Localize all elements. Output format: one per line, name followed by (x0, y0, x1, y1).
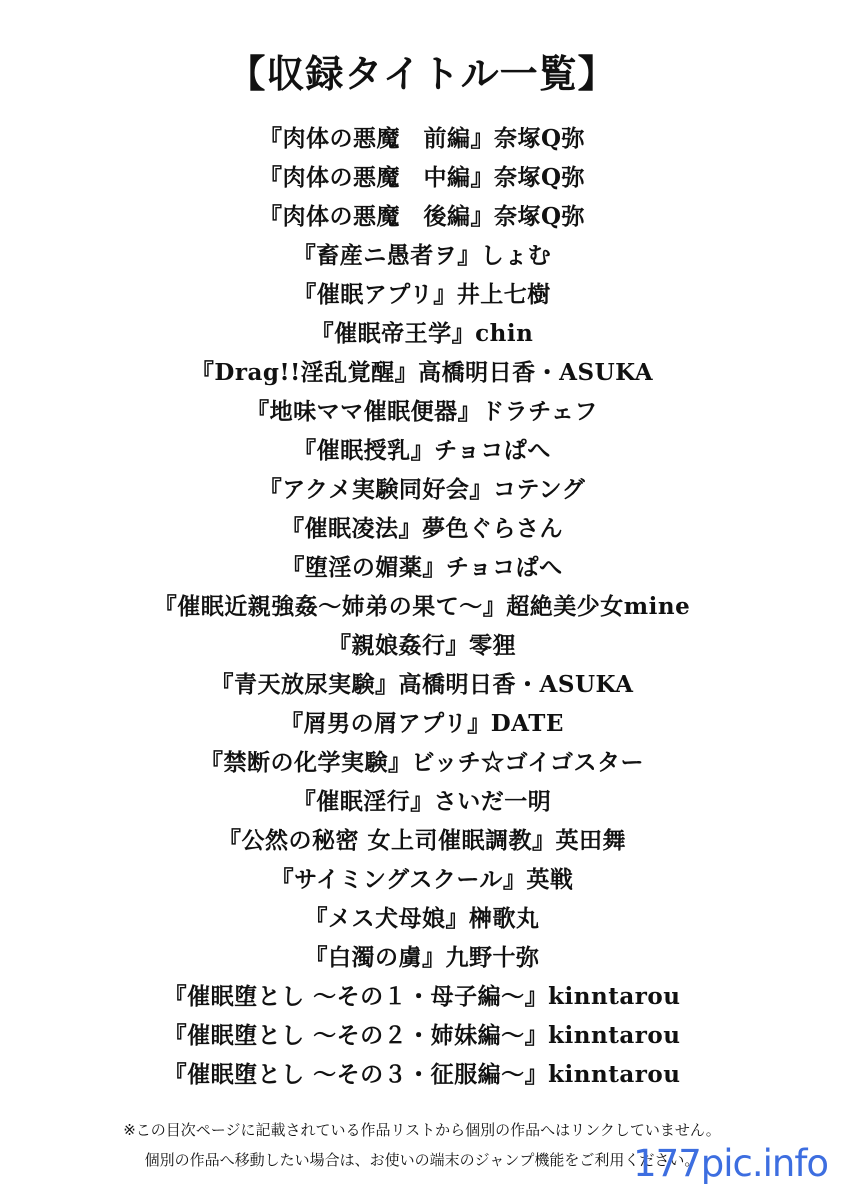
list-item: 『白濁の虜』九野十弥 (304, 944, 540, 971)
page-title: 【収録タイトル一覧】 (227, 51, 617, 96)
list-item: 『肉体の悪魔 前編』奈塚Q弥 (258, 125, 586, 152)
list-item: 『催眠帝王学』chin (310, 320, 534, 347)
list-item: 『肉体の悪魔 中編』奈塚Q弥 (258, 164, 586, 191)
list-item: 『Drag!!淫乱覚醒』高橋明日香・ASUKA (190, 359, 654, 386)
title-list (0, 119, 844, 1094)
note-line: ※この目次ページに記載されている作品リストから個別の作品へはリンクしていません。 (123, 1121, 721, 1139)
list-item: 『畜産ニ愚者ヲ』しょむ (292, 242, 552, 269)
list-item: 『堕淫の媚薬』チョコぱへ (281, 554, 563, 581)
list-item: 『催眠堕とし ～その１・母子編～』kinntarou (163, 983, 681, 1010)
list-item: 『催眠淫行』さいだ一明 (292, 788, 552, 815)
watermark: 177pic.info (633, 1142, 828, 1185)
list-item: 『公然の秘密 女上司催眠調教』英田舞 (217, 827, 626, 854)
list-item: 『催眠凌法』夢色ぐらさん (281, 515, 563, 542)
list-item: 『サイミングスクール』英戦 (270, 866, 574, 893)
note-line: 個別の作品へ移動したい場合は、お使いの端末のジャンプ機能をご利用ください。 (144, 1151, 700, 1169)
list-item: 『青天放尿実験』高橋明日香・ASUKA (210, 671, 634, 698)
list-item: 『親娘姦行』零狸 (328, 632, 516, 659)
list-item: 『催眠アプリ』井上七樹 (293, 281, 551, 308)
list-item: 『メス犬母娘』榊歌丸 (304, 905, 540, 932)
list-item: 『地味ママ催眠便器』ドラチェフ (246, 398, 598, 425)
list-item: 『催眠近親強姦～姉弟の果て～』超絶美少女mine (153, 593, 691, 620)
list-item: 『催眠授乳』チョコぱへ (293, 437, 551, 464)
list-item: 『アクメ実験同好会』コテング (258, 476, 586, 503)
list-item: 『催眠堕とし ～その２・姉妹編～』kinntarou (163, 1022, 681, 1049)
list-item: 『肉体の悪魔 後編』奈塚Q弥 (258, 203, 586, 230)
list-item: 『催眠堕とし ～その３・征服編～』kinntarou (163, 1061, 681, 1088)
list-item: 『屑男の屑アプリ』DATE (280, 710, 564, 737)
list-item: 『禁断の化学実験』ビッチ☆ゴイゴスター (200, 749, 644, 776)
